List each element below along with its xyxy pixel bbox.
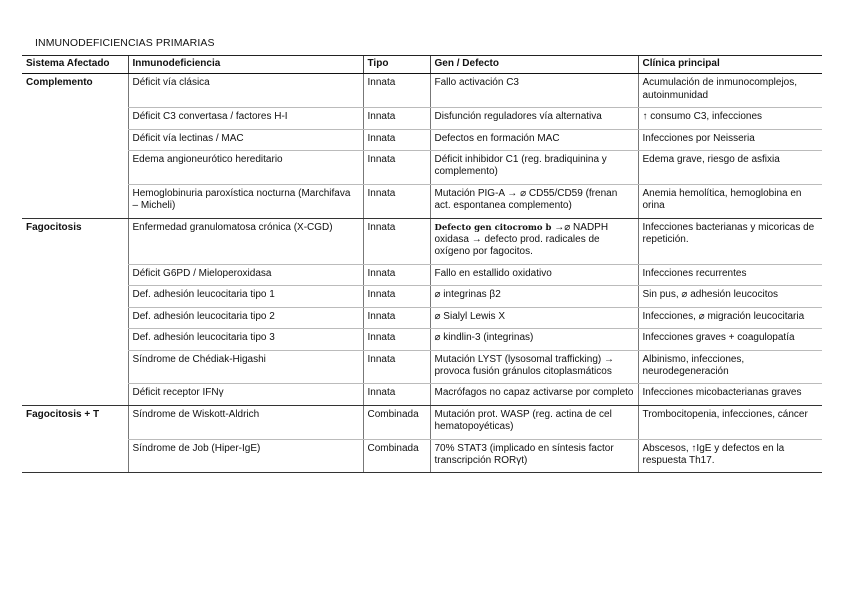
- table-row: [22, 108, 822, 129]
- cell-tipo: Innata: [363, 350, 430, 384]
- cell-tipo: Innata: [363, 108, 430, 129]
- cell-clinica: Acumulación de inmunocomplejos, autoinmunidad: [638, 74, 822, 108]
- cell-nombre: Síndrome de Wiskott-Aldrich: [128, 405, 363, 439]
- cell-nombre: Hemoglobinuria paroxística nocturna (Marchifava – Micheli): [128, 184, 363, 218]
- table-row: [22, 405, 822, 439]
- cell-tipo: Combinada: [363, 405, 430, 439]
- cell-clinica: Anemia hemolítica, hemoglobina en orina: [638, 184, 822, 218]
- cell-nombre: Def. adhesión leucocitaria tipo 1: [128, 286, 363, 307]
- cell-sistema: [22, 108, 128, 129]
- header-inmunodeficiencia: Inmunodeficiencia: [128, 56, 363, 74]
- cell-nombre: Edema angioneurótico hereditario: [128, 151, 363, 185]
- cell-gen: Mutación LYST (lysosomal trafficking) → provoca fusión gránulos citoplasmáticos: [430, 350, 638, 384]
- cell-tipo: Combinada: [363, 439, 430, 473]
- cell-nombre: Déficit vía clásica: [128, 74, 363, 108]
- cell-tipo: Innata: [363, 74, 430, 108]
- table-row: [22, 129, 822, 150]
- cell-clinica: Edema grave, riesgo de asfixia: [638, 151, 822, 185]
- cell-nombre: Def. adhesión leucocitaria tipo 2: [128, 307, 363, 328]
- cell-nombre: Síndrome de Job (Hiper-IgE): [128, 439, 363, 473]
- cell-gen: 70% STAT3 (implicado en síntesis factor transcripción RORγt): [430, 439, 638, 473]
- immunodeficiency-table: [22, 55, 822, 473]
- table-row: [22, 286, 822, 307]
- cell-sistema: [22, 384, 128, 405]
- cell-sistema: [22, 307, 128, 328]
- cell-sistema: [22, 264, 128, 285]
- cell-sistema: [22, 286, 128, 307]
- cell-sistema: Complemento: [26, 77, 93, 89]
- cell-sistema: [22, 151, 128, 185]
- cell-clinica: Albinismo, infecciones, neurodegeneración: [638, 350, 822, 384]
- gen-emphasis: Defecto gen citocromo b: [434, 222, 552, 233]
- cell-tipo: Innata: [363, 286, 430, 307]
- cell-nombre: Déficit G6PD / Mieloperoxidasa: [128, 264, 363, 285]
- header-gen-defecto: Gen / Defecto: [430, 56, 638, 74]
- table-row: [22, 329, 822, 350]
- cell-gen: Fallo en estallido oxidativo: [430, 264, 638, 285]
- cell-sistema: [22, 439, 128, 473]
- cell-nombre: Déficit receptor IFNγ: [128, 384, 363, 405]
- cell-clinica: Trombocitopenia, infecciones, cáncer: [638, 405, 822, 439]
- cell-sistema: [22, 129, 128, 150]
- cell-gen: ⌀ kindlin-3 (integrinas): [430, 329, 638, 350]
- table-row: [22, 218, 822, 264]
- document-title: INMUNODEFICIENCIAS PRIMARIAS: [35, 37, 215, 49]
- table-row: [22, 264, 822, 285]
- cell-gen: Disfunción reguladores vía alternativa: [430, 108, 638, 129]
- cell-tipo: Innata: [363, 218, 430, 264]
- header-clinica: Clínica principal: [638, 56, 822, 74]
- cell-clinica: Infecciones graves + coagulopatía: [638, 329, 822, 350]
- cell-tipo: Innata: [363, 151, 430, 185]
- cell-nombre: Déficit C3 convertasa / factores H-I: [128, 108, 363, 129]
- cell-tipo: Innata: [363, 184, 430, 218]
- cell-sistema: [22, 329, 128, 350]
- cell-tipo: Innata: [363, 129, 430, 150]
- cell-gen: ⌀ Sialyl Lewis X: [430, 307, 638, 328]
- cell-gen: Macrófagos no capaz activarse por completo: [430, 384, 638, 405]
- cell-nombre: Síndrome de Chédiak-Higashi: [128, 350, 363, 384]
- cell-sistema: Fagocitosis + T: [26, 408, 100, 420]
- cell-nombre: Enfermedad granulomatosa crónica (X-CGD): [128, 218, 363, 264]
- cell-clinica: Infecciones por Neisseria: [638, 129, 822, 150]
- cell-nombre: Def. adhesión leucocitaria tipo 3: [128, 329, 363, 350]
- cell-nombre: Déficit vía lectinas / MAC: [128, 129, 363, 150]
- cell-clinica: ↑ consumo C3, infecciones: [638, 108, 822, 129]
- cell-sistema: [22, 350, 128, 384]
- cell-clinica: Sin pus, ⌀ adhesión leucocitos: [638, 286, 822, 307]
- header-tipo: Tipo: [363, 56, 430, 74]
- cell-tipo: Innata: [363, 307, 430, 328]
- cell-gen: [430, 218, 638, 264]
- cell-clinica: Abscesos, ↑IgE y defectos en la respuesta Th17.: [638, 439, 822, 473]
- cell-sistema: Fagocitosis: [26, 221, 82, 233]
- cell-clinica: Infecciones micobacterianas graves: [638, 384, 822, 405]
- table-row: [22, 439, 822, 473]
- cell-tipo: Innata: [363, 264, 430, 285]
- table-row: [22, 184, 822, 218]
- table-row: [22, 350, 822, 384]
- table-row: [22, 384, 822, 405]
- cell-gen: Mutación prot. WASP (reg. actina de cel hematopoyéticas): [430, 405, 638, 439]
- cell-gen: Defectos en formación MAC: [430, 129, 638, 150]
- table-row: [22, 307, 822, 328]
- gen-rest: →⌀ NADPH oxidasa → defecto prod. radicales de oxígeno por fagocitos.: [434, 221, 609, 258]
- cell-gen: ⌀ integrinas β2: [430, 286, 638, 307]
- cell-gen: Déficit inhibidor C1 (reg. bradiquinina y complemento): [430, 151, 638, 185]
- cell-clinica: Infecciones recurrentes: [638, 264, 822, 285]
- cell-clinica: Infecciones bacterianas y micoricas de repetición.: [638, 218, 822, 264]
- table-header-row: [22, 56, 822, 74]
- table-row: [22, 151, 822, 185]
- cell-clinica: Infecciones, ⌀ migración leucocitaria: [638, 307, 822, 328]
- cell-gen: Mutación PIG-A → ⌀ CD55/CD59 (frenan act. espontanea complemento): [430, 184, 638, 218]
- table-row: [22, 74, 822, 108]
- header-sistema: Sistema Afectado: [22, 56, 128, 74]
- cell-gen: Fallo activación C3: [430, 74, 638, 108]
- cell-sistema: [22, 184, 128, 218]
- cell-tipo: Innata: [363, 384, 430, 405]
- cell-tipo: Innata: [363, 329, 430, 350]
